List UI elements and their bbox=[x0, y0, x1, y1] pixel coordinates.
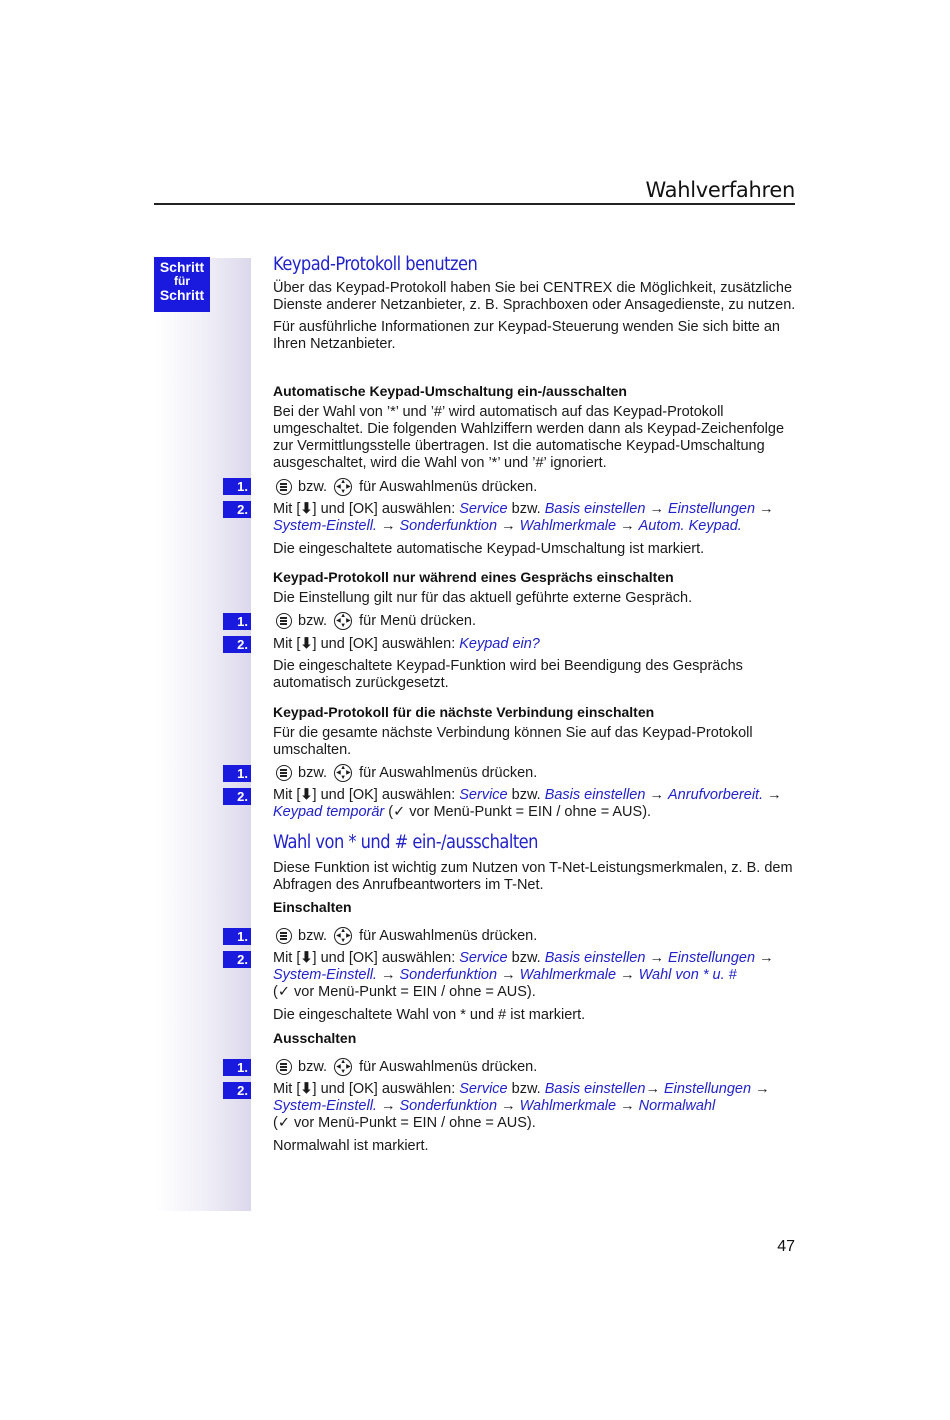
menu-path-basis: Basis einstellen bbox=[544, 1081, 646, 1097]
menu-path-system: System-Einstell. bbox=[273, 1098, 377, 1114]
paragraph: Für ausführliche Informationen zur Keypad-Steuerung wenden Sie sich bitte an Ihren Netzanbieter. bbox=[273, 319, 780, 352]
menu-path-normalwahl: Normalwahl bbox=[638, 1098, 716, 1114]
menu-path-keypad-ein: Keypad ein? bbox=[459, 636, 540, 652]
arrow: → bbox=[620, 518, 635, 534]
paragraph: Normalwahl ist markiert. bbox=[273, 1138, 429, 1154]
step-instruction bbox=[273, 787, 798, 821]
page-header-title: Wahlverfahren bbox=[645, 178, 795, 202]
menu-key-icon bbox=[276, 1059, 292, 1075]
text: bzw. bbox=[511, 501, 541, 517]
arrow: → bbox=[620, 1098, 635, 1114]
menu-path-einstellungen: Einstellungen bbox=[663, 1081, 752, 1097]
paragraph: Über das Keypad-Protokoll haben Sie bei CENTREX die Möglichkeit, zusätzliche Dienste anderer Netzanbieter, z. B. Sprachboxen oder Ansagedienste, zu nutzen. bbox=[273, 280, 796, 313]
arrow-down-key-icon: ⬇ bbox=[300, 1081, 313, 1097]
paragraph: Die Einstellung gilt nur für das aktuell geführte externe Gespräch. bbox=[273, 590, 693, 606]
step-number: 1. bbox=[223, 478, 251, 495]
step-instruction bbox=[273, 501, 798, 535]
nav-arrow-glyph: ▼ bbox=[340, 489, 347, 495]
menu-path-einstellungen: Einstellungen bbox=[668, 950, 756, 966]
nav-arrow-glyph: ▼ bbox=[340, 623, 347, 629]
text: ] und [OK] auswählen: bbox=[312, 636, 456, 652]
subsection-title-auto-keypad: Automatische Keypad-Umschaltung ein-/ausschalten bbox=[273, 383, 627, 399]
arrow-down-key-icon: ⬇ bbox=[300, 636, 313, 652]
menu-path-wahlmerkmale: Wahlmerkmale bbox=[519, 1098, 617, 1114]
step-instruction bbox=[273, 1081, 798, 1132]
menu-key-icon bbox=[276, 928, 292, 944]
nav-arrow-glyph: ▼ bbox=[340, 1069, 347, 1075]
arrow: → bbox=[649, 787, 664, 803]
header-rule bbox=[154, 203, 795, 205]
subsection-title-ausschalten: Ausschalten bbox=[273, 1030, 357, 1046]
arrow: → bbox=[501, 518, 516, 534]
text: für Auswahlmenüs drücken. bbox=[359, 479, 538, 495]
menu-key-icon bbox=[276, 613, 292, 629]
badge-line-1: Schritt bbox=[159, 259, 205, 275]
text: bzw. bbox=[511, 1081, 541, 1097]
menu-path-basis: Basis einstellen bbox=[544, 787, 646, 803]
text: ] und [OK] auswählen: bbox=[312, 787, 456, 803]
step-number: 2. bbox=[223, 788, 251, 805]
arrow: → bbox=[649, 950, 664, 966]
step-number: 1. bbox=[223, 1059, 251, 1076]
nav-arrow-glyph: ▲ bbox=[340, 928, 347, 934]
step-instruction bbox=[273, 927, 798, 945]
navigation-key-icon bbox=[334, 1058, 352, 1076]
text: Mit [ bbox=[273, 950, 301, 966]
menu-path-system: System-Einstell. bbox=[273, 518, 377, 534]
menu-path-basis: Basis einstellen bbox=[544, 950, 646, 966]
menu-path-autom-keypad: Autom. Keypad. bbox=[638, 518, 742, 534]
menu-path-sonder: Sonderfunktion bbox=[399, 518, 498, 534]
text: bzw. bbox=[298, 613, 328, 629]
arrow: → bbox=[645, 1081, 660, 1097]
text: ] und [OK] auswählen: bbox=[312, 950, 456, 966]
text: bzw. bbox=[298, 928, 328, 944]
nav-arrow-glyph: ◀ bbox=[336, 933, 341, 939]
menu-path-system: System-Einstell. bbox=[273, 967, 377, 983]
text: Mit [ bbox=[273, 501, 301, 517]
step-instruction bbox=[273, 478, 798, 496]
subsection-title-einschalten: Einschalten bbox=[273, 899, 352, 915]
subsection-title-keypad-next: Keypad-Protokoll für die nächste Verbindung einschalten bbox=[273, 704, 655, 720]
arrow: → bbox=[759, 950, 774, 966]
schritt-fuer-schritt-badge bbox=[154, 257, 210, 312]
arrow-down-key-icon: ⬇ bbox=[300, 787, 313, 803]
nav-arrow-glyph: ▶ bbox=[346, 770, 351, 776]
arrow: → bbox=[767, 787, 782, 803]
arrow-down-key-icon: ⬇ bbox=[300, 950, 313, 966]
text: bzw. bbox=[511, 950, 541, 966]
nav-arrow-glyph: ▲ bbox=[340, 1059, 347, 1065]
section-title-keypad: Keypad-Protokoll benutzen bbox=[273, 254, 478, 275]
menu-path-service: Service bbox=[459, 950, 508, 966]
text: (✓ vor Menü-Punkt = EIN / ohne = AUS). bbox=[273, 1115, 536, 1131]
arrow: → bbox=[755, 1081, 770, 1097]
menu-path-sonder: Sonderfunktion bbox=[399, 967, 498, 983]
step-number: 2. bbox=[223, 1082, 251, 1099]
paragraph: Bei der Wahl von ’*’ und ’#’ wird automatisch auf das Keypad-Protokoll umgeschaltet. Die folgenden Wahlziffern werden dann als Keypad-Zeichenfolge zur Vermittlungsstelle übertragen. Ist die automatische Keypad-Umschaltung ausgeschaltet, wird die Wahl von ’*’ und ’#’ ignoriert. bbox=[273, 404, 785, 471]
text: bzw. bbox=[298, 479, 328, 495]
nav-arrow-glyph: ▶ bbox=[346, 484, 351, 490]
step-number: 1. bbox=[223, 613, 251, 630]
menu-path-service: Service bbox=[459, 1081, 508, 1097]
paragraph: Für die gesamte nächste Verbindung können Sie auf das Keypad-Protokoll umschalten. bbox=[273, 725, 753, 758]
menu-path-keypad-temporaer: Keypad temporär bbox=[273, 804, 385, 820]
menu-path-service: Service bbox=[459, 787, 508, 803]
menu-key-icon bbox=[276, 765, 292, 781]
nav-arrow-glyph: ◀ bbox=[336, 1064, 341, 1070]
nav-arrow-glyph: ▲ bbox=[340, 479, 347, 485]
arrow: → bbox=[620, 967, 635, 983]
arrow: → bbox=[380, 1098, 396, 1114]
nav-arrow-glyph: ▶ bbox=[346, 1064, 351, 1070]
paragraph: Diese Funktion ist wichtig zum Nutzen von T-Net-Leistungsmerkmalen, z. B. dem Abfragen des Anrufbeantworters im T-Net. bbox=[273, 860, 793, 893]
nav-arrow-glyph: ▲ bbox=[340, 765, 347, 771]
arrow: → bbox=[501, 967, 516, 983]
subsection-title-keypad-call: Keypad-Protokoll nur während eines Gesprächs einschalten bbox=[273, 569, 674, 585]
nav-arrow-glyph: ▶ bbox=[346, 933, 351, 939]
navigation-key-icon bbox=[334, 764, 352, 782]
arrow: → bbox=[649, 501, 664, 517]
nav-arrow-glyph: ◀ bbox=[336, 770, 341, 776]
text: bzw. bbox=[298, 1059, 328, 1075]
section-title-wahl-stern-raute: Wahl von * und # ein-/ausschalten bbox=[273, 832, 538, 853]
paragraph: Die eingeschaltete Keypad-Funktion wird bei Beendigung des Gesprächs automatisch zurückgesetzt. bbox=[273, 658, 743, 691]
paragraph: Die eingeschaltete automatische Keypad-Umschaltung ist markiert. bbox=[273, 541, 705, 557]
badge-line-2: für bbox=[174, 274, 190, 288]
step-number: 1. bbox=[223, 928, 251, 945]
menu-key-icon bbox=[276, 479, 292, 495]
step-instruction bbox=[273, 612, 798, 630]
text: für Auswahlmenüs drücken. bbox=[359, 928, 538, 944]
section-keypad-intro bbox=[273, 280, 798, 353]
nav-arrow-glyph: ▼ bbox=[340, 775, 347, 781]
text: ] und [OK] auswählen: bbox=[312, 501, 456, 517]
nav-arrow-glyph: ▶ bbox=[346, 618, 351, 624]
nav-arrow-glyph: ◀ bbox=[336, 618, 341, 624]
step-instruction bbox=[273, 636, 798, 653]
nav-arrow-glyph: ▼ bbox=[340, 938, 347, 944]
text: Mit [ bbox=[273, 1081, 301, 1097]
navigation-key-icon bbox=[334, 478, 352, 496]
menu-path-einstellungen: Einstellungen bbox=[668, 501, 756, 517]
text: (✓ vor Menü-Punkt = EIN / ohne = AUS). bbox=[273, 984, 536, 1000]
arrow: → bbox=[759, 501, 774, 517]
menu-path-service: Service bbox=[459, 501, 508, 517]
step-instruction bbox=[273, 950, 798, 1001]
menu-path-sonder: Sonderfunktion bbox=[399, 1098, 498, 1114]
paragraph: Die eingeschaltete Wahl von * und # ist markiert. bbox=[273, 1007, 586, 1023]
text: für Auswahlmenüs drücken. bbox=[359, 1059, 538, 1075]
text: für Menü drücken. bbox=[359, 613, 476, 629]
page-number: 47 bbox=[777, 1238, 795, 1255]
step-number: 2. bbox=[223, 636, 251, 653]
text: Mit [ bbox=[273, 636, 301, 652]
menu-path-basis: Basis einstellen bbox=[544, 501, 646, 517]
text: ] und [OK] auswählen: bbox=[312, 1081, 456, 1097]
nav-arrow-glyph: ▲ bbox=[340, 613, 347, 619]
text: Mit [ bbox=[273, 787, 301, 803]
menu-path-wahlmerkmale: Wahlmerkmale bbox=[519, 967, 617, 983]
menu-path-wahl-von: Wahl von * u. # bbox=[638, 967, 737, 983]
badge-line-3: Schritt bbox=[159, 287, 205, 303]
arrow: → bbox=[501, 1098, 516, 1114]
step-instruction bbox=[273, 764, 798, 782]
step-number: 1. bbox=[223, 765, 251, 782]
text: für Auswahlmenüs drücken. bbox=[359, 765, 538, 781]
menu-path-anrufvorbereit: Anrufvorbereit. bbox=[668, 787, 764, 803]
nav-arrow-glyph: ◀ bbox=[336, 484, 341, 490]
text: bzw. bbox=[298, 765, 328, 781]
menu-path-wahlmerkmale: Wahlmerkmale bbox=[519, 518, 617, 534]
arrow: → bbox=[380, 518, 396, 534]
text: (✓ vor Menü-Punkt = EIN / ohne = AUS). bbox=[388, 804, 652, 820]
arrow: → bbox=[380, 967, 396, 983]
navigation-key-icon bbox=[334, 927, 352, 945]
arrow-down-key-icon: ⬇ bbox=[300, 501, 313, 517]
step-number: 2. bbox=[223, 951, 251, 968]
text: bzw. bbox=[511, 787, 541, 803]
step-number: 2. bbox=[223, 501, 251, 518]
navigation-key-icon bbox=[334, 612, 352, 630]
step-instruction bbox=[273, 1058, 798, 1076]
